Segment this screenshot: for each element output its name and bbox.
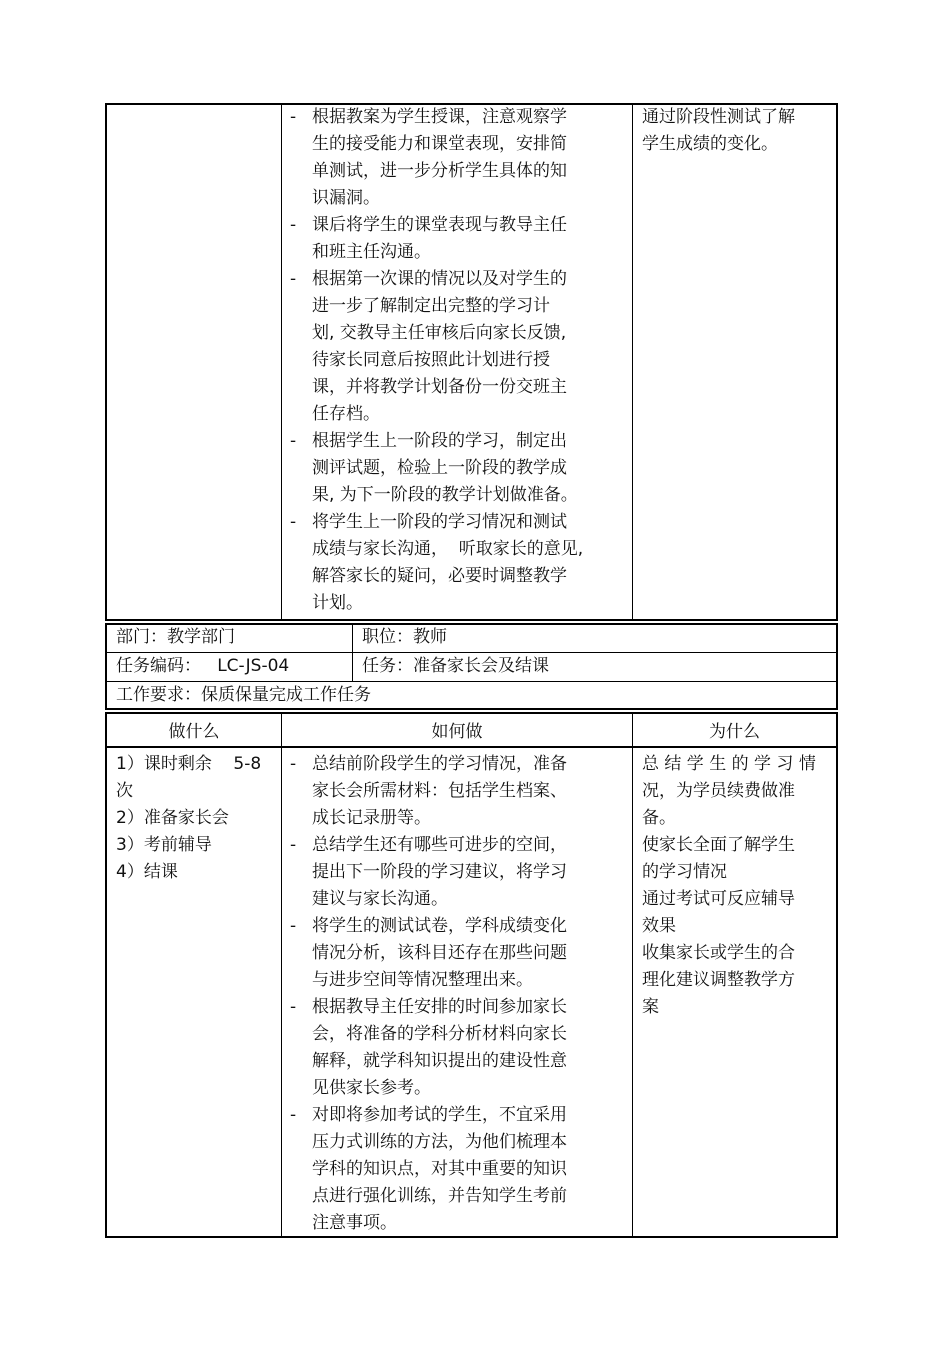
text-line: 备。 (642, 808, 676, 828)
bullet-item (282, 1102, 630, 1237)
section1-why-cell (642, 104, 834, 158)
text-line: 使家长全面了解学生 (642, 835, 795, 855)
item-line: 将学生的测试试卷，学科成绩变化 (312, 916, 567, 936)
bullet-dash: - (290, 269, 297, 289)
text-line: 收集家长或学生的合 (642, 943, 795, 963)
bullet-item (282, 832, 630, 913)
item-line: 单测试，进一步分析学生具体的知 (312, 161, 567, 181)
item-line: 根据教案为学生授课，注意观察学 (312, 107, 567, 127)
t2-header-divider (105, 746, 838, 748)
bullet-item (282, 428, 630, 509)
bullet-item (282, 509, 630, 617)
text-line: 理化建议调整教学方 (642, 970, 795, 990)
dept-label: 部门：教学部门 (116, 627, 235, 647)
section2-how-cell (282, 751, 630, 1237)
t1-left-border (105, 103, 107, 620)
t2-col-divider-2 (632, 712, 633, 1238)
item-line: 任存档。 (312, 404, 380, 424)
item-line: 情况分析，该科目还存在那些问题 (312, 943, 567, 963)
section1-how-cell (282, 104, 630, 617)
text-line: 1）课时剩余 5-8 (116, 754, 262, 774)
item-line: 识漏洞。 (312, 188, 380, 208)
item-line: 提出下一阶段的学习建议，将学习 (312, 862, 567, 882)
text-line: 效果 (642, 916, 676, 936)
item-line: 总结学生还有哪些可进步的空间， (312, 835, 567, 855)
item-line: 见供家长参考。 (312, 1078, 431, 1098)
item-line: 根据学生上一阶段的学习，制定出 (312, 431, 567, 451)
item-line: 划, 交教导主任审核后向家长反馈, (312, 323, 567, 343)
bullet-dash: - (290, 107, 297, 127)
t1-bottom-border (105, 619, 838, 621)
item-line: 与进步空间等情况整理出来。 (312, 970, 533, 990)
t2-right-border (836, 712, 838, 1238)
section2-why-cell (642, 751, 834, 1021)
item-line: 根据教导主任安排的时间参加家长 (312, 997, 567, 1017)
item-line: 家长会所需材料：包括学生档案、 (312, 781, 567, 801)
bullet-item (282, 751, 630, 832)
header-why: 为什么 (709, 722, 760, 742)
item-line: 点进行强化训练，并告知学生考前 (312, 1186, 567, 1206)
item-line: 测评试题，检验上一阶段的教学成 (312, 458, 567, 478)
requirement-label: 工作要求：保质保量完成工作任务 (116, 685, 371, 705)
item-line: 课后将学生的课堂表现与教导主任 (312, 215, 567, 235)
bullet-dash: - (290, 997, 297, 1017)
item-line: 根据第一次课的情况以及对学生的 (312, 269, 567, 289)
bullet-dash: - (290, 754, 297, 774)
text-line: 通过考试可反应辅导 (642, 889, 795, 909)
text-line: 通过阶段性测试了解 (642, 107, 795, 127)
text-line: 况，为学员续费做准 (642, 781, 795, 801)
bullet-dash: - (290, 512, 297, 532)
bullet-item (282, 994, 630, 1102)
bullet-item (282, 212, 630, 266)
text-line: 2）准备家长会 (116, 808, 229, 828)
t1-right-border (836, 103, 838, 620)
item-line: 会，将准备的学科分析材料向家长 (312, 1024, 567, 1044)
item-line: 待家长同意后按照此计划进行授 (312, 350, 550, 370)
header-what: 做什么 (168, 722, 220, 742)
item-line: 成绩与家长沟通， 听取家长的意见, (312, 539, 584, 559)
info-left-border (105, 623, 107, 710)
task-label: 任务：准备家长会及结课 (362, 656, 549, 676)
item-line: 压力式训练的方法，为他们梳理本 (312, 1132, 567, 1152)
item-line: 建议与家长沟通。 (312, 889, 448, 909)
t1-col-divider-2 (632, 103, 633, 620)
item-line: 解答家长的疑问，必要时调整教学 (312, 566, 567, 586)
item-line: 注意事项。 (312, 1213, 397, 1233)
item-line: 课，并将教学计划备份一份交班主 (312, 377, 567, 397)
item-line: 果, 为下一阶段的教学计划做准备。 (312, 485, 578, 505)
bullet-dash: - (290, 215, 297, 235)
bullet-item (282, 913, 630, 994)
t2-left-border (105, 712, 107, 1238)
info-col-divider (352, 623, 353, 682)
item-line: 将学生上一阶段的学习情况和测试 (312, 512, 567, 532)
text-line: 4）结课 (116, 862, 178, 882)
bullet-dash: - (290, 835, 297, 855)
text-line: 案 (642, 997, 659, 1017)
item-line: 学科的知识点，对其中重要的知识 (312, 1159, 567, 1179)
item-line: 解释，就学科知识提出的建设性意 (312, 1051, 567, 1071)
section2-what-cell (116, 751, 278, 886)
text-line: 总 结 学 生 的 学 习 情 (642, 754, 816, 774)
item-line: 生的接受能力和课堂表现，安排简 (312, 134, 567, 154)
text-line: 的学习情况 (642, 862, 727, 882)
bullet-dash: - (290, 431, 297, 451)
position-label: 职位：教师 (362, 627, 447, 647)
task-code-label: 任务编码： LC-JS-04 (116, 656, 290, 676)
item-line: 对即将参加考试的学生，不宜采用 (312, 1105, 567, 1125)
item-line: 总结前阶段学生的学习情况，准备 (312, 754, 567, 774)
t2-top-border (105, 712, 838, 714)
bullet-item (282, 104, 630, 212)
bullet-item (282, 266, 630, 428)
text-line: 3）考前辅导 (116, 835, 212, 855)
item-line: 和班主任沟通。 (312, 242, 431, 262)
bullet-dash: - (290, 916, 297, 936)
info-right-border (836, 623, 838, 710)
item-line: 成长记录册等。 (312, 808, 431, 828)
bullet-dash: - (290, 1105, 297, 1125)
text-line: 学生成绩的变化。 (642, 134, 778, 154)
item-line: 计划。 (312, 593, 363, 613)
item-line: 进一步了解制定出完整的学习计 (312, 296, 550, 316)
text-line: 次 (116, 781, 133, 801)
header-how: 如何做 (431, 722, 483, 742)
